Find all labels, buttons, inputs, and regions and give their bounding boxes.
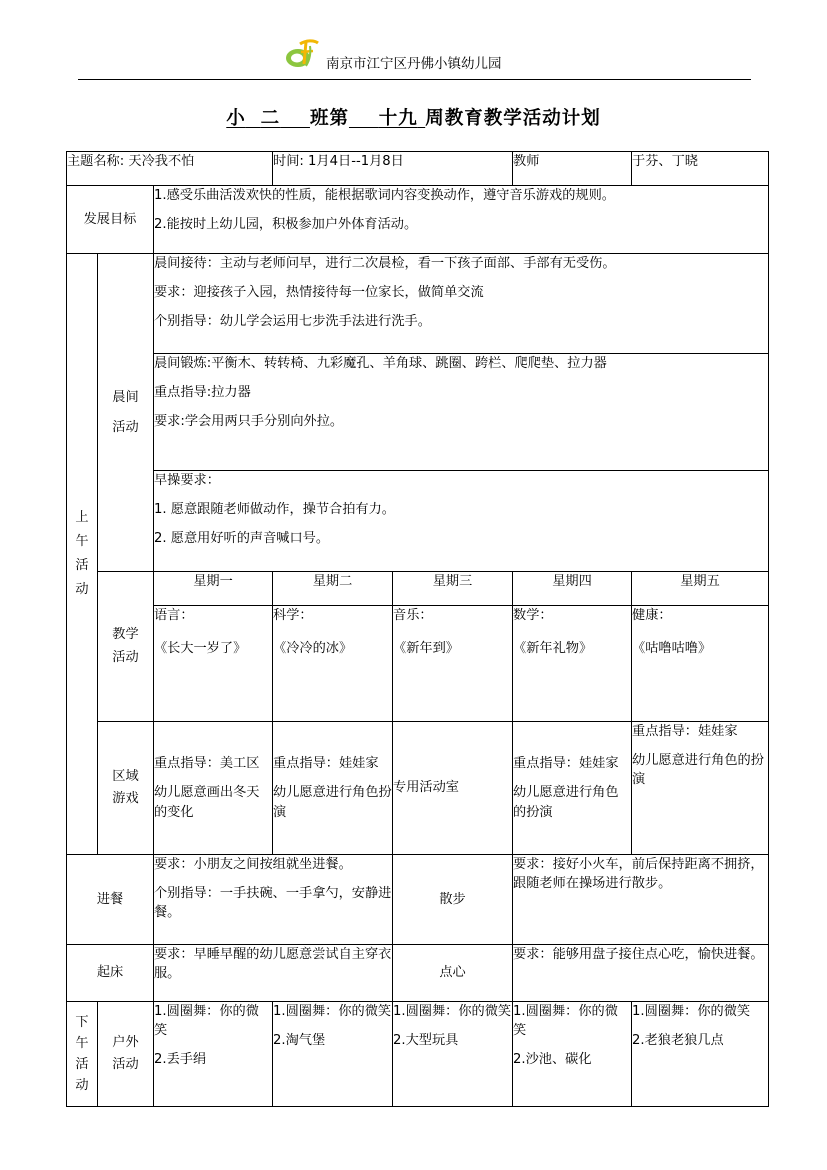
reception-line: 晨间接待：主动与老师问早，进行二次晨检，看一下孩子面部、手部有无受伤。 bbox=[154, 256, 616, 271]
area-desc: 幼儿愿意进行角色的扮演 bbox=[632, 753, 764, 788]
area-desc: 幼儿愿意画出冬天的变化 bbox=[154, 785, 260, 820]
outdoor-cell-mon bbox=[154, 1002, 273, 1107]
outdoor-line: 2.丢手绢 bbox=[154, 1052, 207, 1068]
exercise-line: 重点指导:拉力器 bbox=[154, 385, 251, 401]
walk-label: 散步 bbox=[393, 855, 513, 945]
outdoor-cell-thu bbox=[513, 1002, 632, 1107]
outdoor-line: 2.老狼老狼几点 bbox=[632, 1033, 724, 1049]
teaching-cell-thu bbox=[513, 606, 632, 722]
goals-content bbox=[154, 186, 769, 254]
exercise-content bbox=[154, 354, 769, 471]
header-divider bbox=[78, 79, 751, 80]
exercise-line: 晨间锻炼:平衡木、转转椅、九彩魔孔、羊角球、跳圈、跨栏、爬爬垫、拉力器 bbox=[154, 356, 607, 371]
weekday-fri: 星期五 bbox=[632, 572, 769, 606]
morning-activity-label: 晨间活动 bbox=[98, 254, 154, 572]
area-desc: 幼儿愿意进行角色扮演 bbox=[273, 785, 392, 820]
outdoor-cell-fri bbox=[632, 1002, 769, 1107]
theme-cell: 主题名称: 天冷我不怕 bbox=[67, 152, 273, 186]
teacher-names: 于芬、丁晓 bbox=[632, 152, 769, 186]
outdoor-line: 1.圆圈舞：你的微笑 bbox=[393, 1004, 512, 1019]
outdoor-line: 1.圆圈舞：你的微笑 bbox=[273, 1004, 392, 1019]
area-cell-fri bbox=[632, 722, 769, 855]
area-desc: 幼儿愿意进行角色的扮演 bbox=[513, 785, 619, 820]
weekday-tue: 星期二 bbox=[273, 572, 393, 606]
drill-line: 早操要求： bbox=[154, 473, 220, 488]
page-title bbox=[0, 104, 827, 130]
outdoor-line: 2.淘气堡 bbox=[273, 1033, 326, 1049]
teaching-cell-fri bbox=[632, 606, 769, 722]
time-cell: 时间: 1月4日--1月8日 bbox=[273, 152, 513, 186]
reception-row bbox=[67, 254, 769, 354]
outdoor-line: 2.沙池、碳化 bbox=[513, 1052, 592, 1068]
area-cell-wed bbox=[393, 722, 513, 855]
drill-row bbox=[67, 471, 769, 572]
outdoor-cell-tue bbox=[273, 1002, 393, 1107]
area-focus: 重点指导：娃娃家 bbox=[513, 756, 619, 772]
wake-label: 起床 bbox=[67, 945, 154, 1002]
goals-label: 发展目标 bbox=[67, 186, 154, 254]
goal-item: 1.感受乐曲活泼欢快的性质，能根据歌词内容变换动作，遵守音乐游戏的规则。 bbox=[154, 188, 615, 203]
school-name: 南京市江宁区丹佛小镇幼儿园 bbox=[326, 56, 502, 72]
afternoon-section-label: 下午活动 bbox=[67, 1002, 98, 1107]
outdoor-line: 2.大型玩具 bbox=[393, 1033, 459, 1049]
morning-section-label: 上午活动 bbox=[67, 254, 98, 855]
outdoor-label: 户外活动 bbox=[98, 1002, 154, 1107]
title-suffix: 周教育教学活动计划 bbox=[425, 108, 601, 129]
goal-item: 2.能按时上幼儿园，积极参加户外体育活动。 bbox=[154, 217, 418, 233]
outdoor-line: 1.圆圈舞：你的微笑 bbox=[513, 1004, 618, 1039]
walk-content: 要求：接好小火车，前后保持距离不拥挤，跟随老师在操场进行散步。 bbox=[513, 855, 769, 945]
teaching-lesson: 《新年礼物》 bbox=[513, 641, 593, 657]
teaching-subject: 科学： bbox=[273, 608, 313, 623]
drill-content bbox=[154, 471, 769, 572]
weekday-mon: 星期一 bbox=[154, 572, 273, 606]
outdoor-line: 1.圆圈舞：你的微笑 bbox=[154, 1004, 259, 1039]
wake-row bbox=[67, 945, 769, 1002]
exercise-line: 要求:学会用两只手分别向外拉。 bbox=[154, 414, 344, 430]
activity-plan-table bbox=[66, 151, 769, 1107]
teaching-label: 教学活动 bbox=[98, 572, 154, 722]
class-suffix: 班第 bbox=[309, 108, 349, 129]
reception-line: 个别指导：幼儿学会运用七步洗手法进行洗手。 bbox=[154, 314, 431, 330]
snack-label: 点心 bbox=[393, 945, 513, 1002]
area-label: 区域游戏 bbox=[98, 722, 154, 855]
area-row bbox=[67, 722, 769, 855]
teaching-lesson: 《长大一岁了》 bbox=[154, 641, 247, 657]
teaching-lesson: 《冷冷的冰》 bbox=[273, 641, 353, 657]
area-focus: 重点指导：娃娃家 bbox=[273, 756, 379, 772]
teaching-subject: 音乐： bbox=[393, 608, 433, 623]
afternoon-row bbox=[67, 1002, 769, 1107]
page-header bbox=[0, 0, 827, 80]
meal-label: 进餐 bbox=[67, 855, 154, 945]
area-desc: 专用活动室 bbox=[393, 780, 459, 796]
snack-content: 要求：能够用盘子接住点心吃，愉快进餐。 bbox=[513, 945, 769, 1002]
drill-line: 1. 愿意跟随老师做动作，操节合拍有力。 bbox=[154, 502, 395, 518]
area-focus: 重点指导：娃娃家 bbox=[632, 724, 738, 739]
goals-row bbox=[67, 186, 769, 254]
meal-line: 个别指导：一手扶碗、一手拿勺，安静进餐。 bbox=[154, 886, 392, 921]
outdoor-line: 1.圆圈舞：你的微笑 bbox=[632, 1004, 751, 1019]
teaching-cell-wed bbox=[393, 606, 513, 722]
week-number: 十九 bbox=[378, 108, 418, 129]
teaching-subject: 健康： bbox=[632, 608, 672, 623]
reception-line: 要求：迎接孩子入园，热情接待每一位家长，做简单交流 bbox=[154, 285, 484, 301]
teaching-lesson: 《咕噜咕噜》 bbox=[632, 641, 712, 657]
teacher-label: 教师 bbox=[513, 152, 632, 186]
area-cell-tue bbox=[273, 722, 393, 855]
weekday-row bbox=[67, 572, 769, 606]
wake-content: 要求：早睡早醒的幼儿愿意尝试自主穿衣服。 bbox=[154, 945, 393, 1002]
area-focus: 重点指导：美工区 bbox=[154, 756, 260, 772]
info-row bbox=[67, 152, 769, 186]
reception-content bbox=[154, 254, 769, 354]
weekday-thu: 星期四 bbox=[513, 572, 632, 606]
school-logo-icon bbox=[284, 38, 322, 70]
drill-line: 2. 愿意用好听的声音喊口号。 bbox=[154, 531, 330, 547]
outdoor-cell-wed bbox=[393, 1002, 513, 1107]
meal-row bbox=[67, 855, 769, 945]
teaching-cell-tue bbox=[273, 606, 393, 722]
teaching-lesson: 《新年到》 bbox=[393, 641, 459, 657]
teaching-cell-mon bbox=[154, 606, 273, 722]
weekday-wed: 星期三 bbox=[393, 572, 513, 606]
exercise-row bbox=[67, 354, 769, 471]
class-prefix: 小 bbox=[226, 108, 246, 129]
teaching-row bbox=[67, 606, 769, 722]
teaching-subject: 语言： bbox=[154, 608, 194, 623]
meal-content bbox=[154, 855, 393, 945]
class-name: 二 bbox=[260, 108, 281, 129]
area-cell-thu bbox=[513, 722, 632, 855]
teaching-subject: 数学： bbox=[513, 608, 553, 623]
area-cell-mon bbox=[154, 722, 273, 855]
meal-line: 要求：小朋友之间按组就坐进餐。 bbox=[154, 857, 352, 872]
